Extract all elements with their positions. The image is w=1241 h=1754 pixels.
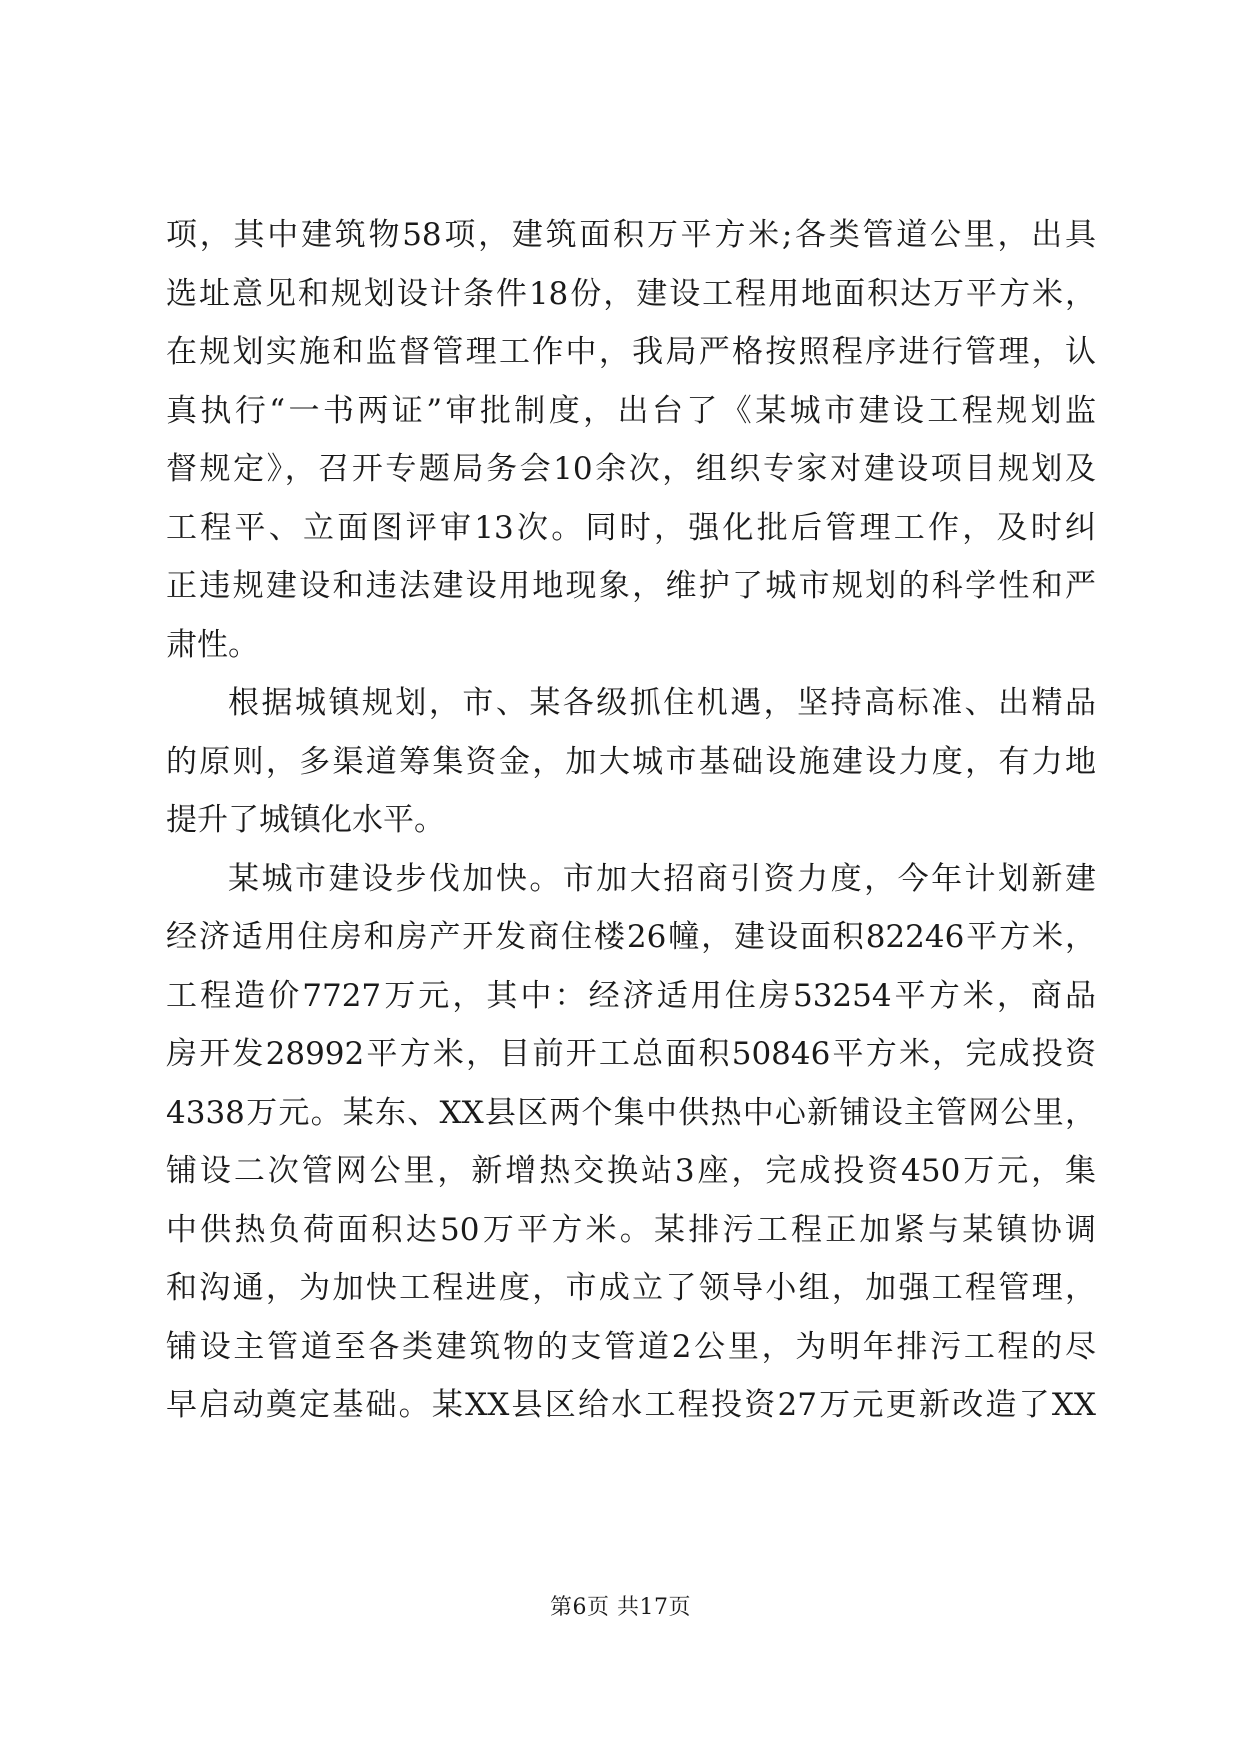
paragraph-first-line: 根据城镇规划，市、某各级抓住机遇，坚持高标准、出精品	[228, 685, 1096, 721]
text-line: 督规定》，召开专题局务会10余次，组织专家对建设项目规划及	[166, 451, 1096, 487]
page-number-footer: 第6页 共17页	[550, 1595, 691, 1620]
text-line: 在规划实施和监督管理工作中，我局严格按照程序进行管理，认	[166, 334, 1096, 370]
text-line: 经济适用住房和房产开发商住楼26幢，建设面积82246平方米，	[166, 919, 1096, 955]
text-line: 选址意见和规划设计条件18份，建设工程用地面积达万平方米，	[166, 275, 1096, 312]
text-line: 正违规建设和违法建设用地现象，维护了城市规划的科学性和严	[166, 568, 1096, 604]
text-line: 肃性。	[166, 626, 259, 663]
text-line: 早启动奠定基础。某XX县区给水工程投资27万元更新改造了XX	[166, 1387, 1096, 1423]
text-line: 4338万元。某东、XX县区两个集中供热中心新铺设主管网公里，	[166, 1094, 1096, 1131]
text-line: 项，其中建筑物58项，建筑面积万平方米;各类管道公里，出具	[166, 217, 1096, 253]
text-line: 提升了城镇化水平。	[166, 802, 445, 838]
text-line: 中供热负荷面积达50万平方米。某排污工程正加紧与某镇协调	[166, 1211, 1096, 1248]
text-line: 真执行“一书两证”审批制度，出台了《某城市建设工程规划监	[166, 392, 1096, 429]
text-line: 工程造价7727万元，其中：经济适用住房53254平方米，商品	[166, 977, 1096, 1014]
text-line: 铺设主管道至各类建筑物的支管道2公里，为明年排污工程的尽	[166, 1328, 1096, 1365]
text-line: 工程平、立面图评审13次。同时，强化批后管理工作，及时纠	[166, 509, 1096, 546]
document-body	[166, 206, 1096, 1435]
paragraph-first-line: 某城市建设步伐加快。市加大招商引资力度，今年计划新建	[228, 860, 1096, 897]
text-line: 和沟通，为加快工程进度，市成立了领导小组，加强工程管理，	[166, 1270, 1096, 1306]
text-line: 的原则，多渠道筹集资金，加大城市基础设施建设力度，有力地	[166, 743, 1096, 780]
text-line: 铺设二次管网公里，新增热交换站3座，完成投资450万元，集	[166, 1153, 1096, 1189]
text-line: 房开发28992平方米，目前开工总面积50846平方米，完成投资	[166, 1036, 1096, 1072]
